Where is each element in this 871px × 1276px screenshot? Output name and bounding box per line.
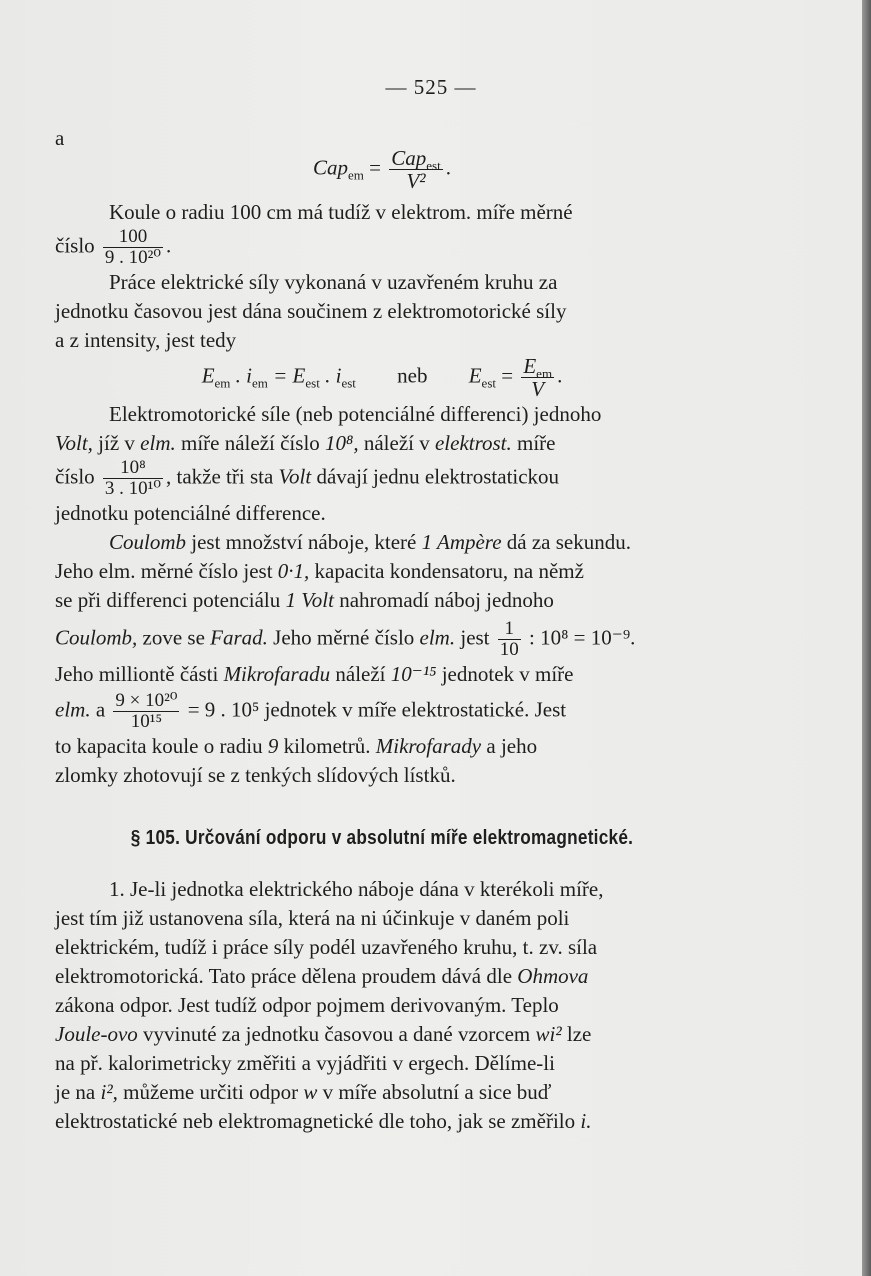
text-line: Jeho elm. měrné číslo jest 0·1, kapacita kondensatoru, na němž	[55, 558, 584, 583]
text-line: jest tím již ustanovena síla, která na ni účinkuje v daném poli	[55, 905, 570, 930]
text-line: číslo $\frac{\text{10⁸}}{\text{3 . 10¹⁰}}$ , takže tři sta Volt dávají jednu elektrostatickou	[55, 457, 560, 499]
text-line: na př. kalorimetricky změřiti a vyjádřiti v ergech. Dělíme-li	[55, 1050, 555, 1075]
page-text	[55, 124, 709, 1136]
text-line: Elektromotorické síle (neb potenciálné differenci) jednoho	[109, 402, 602, 427]
text-line: Coulomb, zove se Farad. Jeho měrné číslo elm. jest $\frac{1}{10}$ : 10⁸ = 10⁻⁹.	[55, 617, 636, 660]
text-line: Coulomb jest množství náboje, které 1 Ampère dá za sekundu.	[109, 529, 631, 554]
text-line: Koule o radiu 100 cm má tudíž v elektrom. míře měrné	[109, 200, 573, 225]
page-number: — 525 —	[385, 75, 477, 99]
fraction: $\frac{100}{\text{9 . 10²⁰}}$	[104, 226, 161, 269]
section-heading: § 105. Určování odporu v absolutní míře elektromagnetické.	[130, 826, 634, 849]
text-line: a z intensity, jest tedy	[55, 327, 237, 352]
text-line: elektromotorická. Tato práce dělena proudem dává dle Ohmova	[55, 963, 589, 988]
text-line: elektrostatické neb elektromagnetické dle toho, jak se změřilo i.	[55, 1108, 592, 1133]
text-line: jednotku časovou jest dána součinem z elektromotorické síly	[55, 298, 567, 323]
text-line: Jeho milliontě části Mikrofaradu náleží 10⁻¹⁵ jednotek v míře	[55, 661, 574, 686]
text-line: to kapacita koule o radiu 9 kilometrů. Mikrofarady a jeho	[55, 733, 538, 758]
text-line: zlomky zhotovují se z tenkých slídových lístků.	[55, 762, 456, 787]
text-line: Volt, jíž v elm. míře náleží číslo 10⁸, náleží v elektrost. míře	[55, 431, 556, 456]
page-edge-shadow	[862, 0, 871, 1276]
text-line: Práce elektrické síly vykonaná v uzavřeném kruhu za	[109, 269, 558, 294]
fraction: $\frac{E_{em}}{V}$	[523, 353, 553, 402]
text-line: zákona odpor. Jest tudíž odpor pojmem derivovaným. Teplo	[55, 992, 559, 1017]
text-line: elm. a $\frac{\text{9 × 10²⁰}}{\text{10¹⁵}}$ = 9 . 10⁵ jednotek v míře elektrostatické. Jest	[55, 689, 567, 732]
fraction: $\frac{\text{9 × 10²⁰}}{\text{10¹⁵}}$	[115, 689, 178, 732]
text-line: číslo $\frac{100}{\text{9 . 10²⁰}}$ .	[55, 226, 172, 269]
text-line: elektrickém, tudíž i práce síly podél uzavřeného kruhu, t. zv. síla	[55, 934, 598, 959]
text-line: Joule-ovo vyvinuté za jednotku časovou a dané vzorcem wi² lze	[55, 1021, 592, 1046]
fraction: $\frac{Cap_{est}}{\text{V²}}$	[391, 146, 441, 194]
fraction: $\frac{1}{10}$	[499, 617, 519, 660]
text-line: a	[55, 126, 65, 150]
text-line: 1. Je-li jednotka elektrického náboje dána v kterékoli míře,	[109, 876, 604, 901]
text-line: je na i², můžeme určiti odpor w v míře absolutní a sice buď	[55, 1079, 552, 1104]
equation-cap: Cap$_{em}$ = $\frac{Cap_{est}}{\text{V²}}$ .	[313, 146, 451, 194]
text-line: jednotku potenciálné difference.	[55, 500, 326, 525]
fraction: $\frac{\text{10⁸}}{\text{3 . 10¹⁰}}$	[104, 457, 161, 499]
equation-eem: $E_{em}$ . $i_{em} = E_{est}$ . $i_{est}$ neb $E_{est}$ = $\frac{E_{em}}{V}$ .	[201, 353, 563, 402]
text-line: se při differenci potenciálu 1 Volt nahromadí náboj jednoho	[55, 587, 554, 612]
